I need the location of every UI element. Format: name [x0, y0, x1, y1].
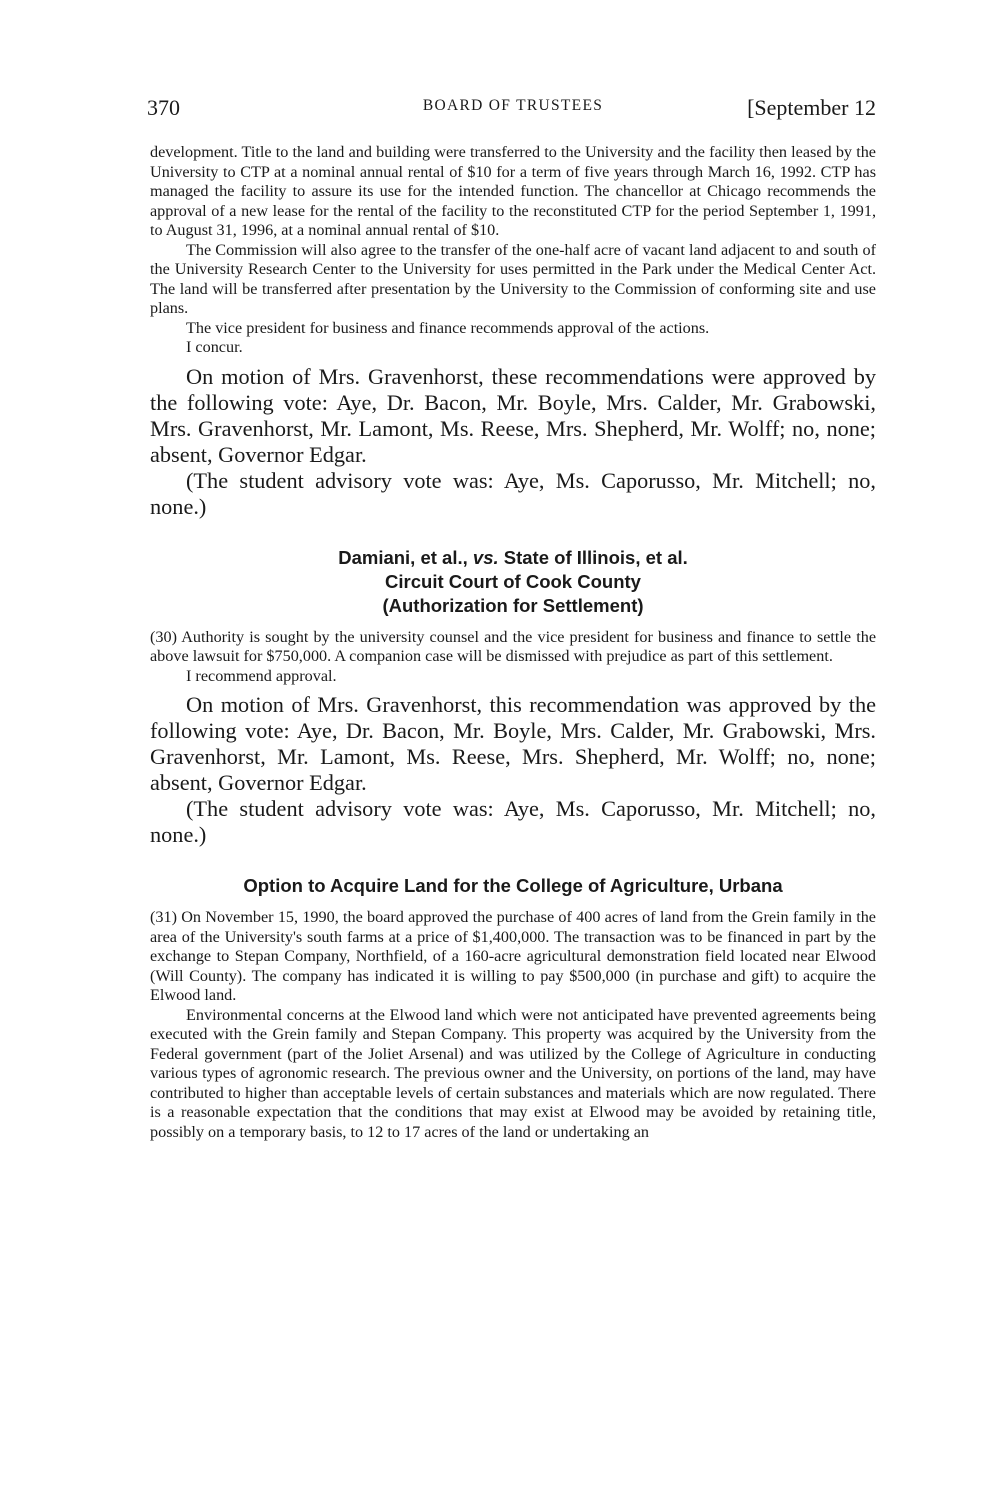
paragraph-recommend-approval: I recommend approval.: [186, 666, 337, 685]
paragraph-commission-land: The Commission will also agree to the transfer of the one-half acre of vacant land adjacent to and south of the University Research Center to the University for uses permitted in the Park under the Medical Center Act. The land will be transferred after presentation by the University to the Commission of conforming site and use plans.: [150, 240, 876, 317]
running-title: BOARD OF TRUSTEES: [422, 97, 604, 114]
header-date: [September 12: [747, 95, 876, 120]
page-number: 370: [147, 95, 180, 120]
paragraph-settlement: (30) Authority is sought by the university counsel and the vice president for business and finance to settle the above lawsuit for $750,000. A companion case will be dismissed with prejudice as part of this settlement.: [150, 627, 876, 665]
paragraph-vp-recommendation: The vice president for business and finance recommends approval of the actions.: [186, 318, 710, 337]
heading-case-versus: vs.: [472, 546, 499, 568]
section-heading-court: Circuit Court of Cook County: [385, 570, 641, 592]
heading-case-name-part-a: Damiani, et al.,: [338, 546, 473, 568]
paragraph-grein-purchase: (31) On November 15, 1990, the board approved the purchase of 400 acres of land from the Grein family in the area of the University's south farms at a price of $1,400,000. The transaction was to be financed in part by the exchange to Stepan Company, Northfield, of a 160-acre agricultural demonstration field located near Elwood (Will County). The company has indicated it is willing to pay $500,000 (in purchase and gift) to acquire the Elwood land.: [150, 908, 876, 1004]
paragraph-environmental-concerns: Environmental concerns at the Elwood land which were not anticipated have prevented agreements being executed with the Grein family and Stepan Company. This property was acquired by the University from the Federal government (part of the Joliet Arsenal) and was utilized by the College of Agriculture in conducting various types of agronomic research. The previous owner and the University, on portions of the land, may have contributed to higher than acceptable levels of certain substances and materials which are now regulated. There is a reasonable expectation that the conditions that may exist at Elwood may be avoided by retaining title, possibly on a temporary basis, to 12 to 17 acres of the land or undertaking an: [150, 1005, 876, 1141]
page-body: [150, 143, 876, 1142]
heading-case-name-part-b: State of Illinois, et al.: [498, 546, 688, 568]
vote-paragraph-2: On motion of Mrs. Gravenhorst, this recommendation was approved by the following vote: Aye, Dr. Bacon, Mr. Boyle, Mrs. Calder, Mr. Grabowski, Mrs. Gravenhorst, Mr. Lamont, Ms. Reese, Mrs. Shepherd, Mr. Wolff; no, none; absent, Governor Edgar.: [150, 692, 876, 795]
paragraph-concur: I concur.: [186, 338, 243, 356]
section-heading-damiani: [150, 546, 876, 570]
spacer: [150, 898, 876, 908]
spacer: [150, 618, 876, 628]
paragraph-ctp-lease: development. Title to the land and building were transferred to the University and the facility then leased by the University to CTP at a nominal annual rental of $10 for a term of five years through March 16, 1992. CTP has managed the facility to assure its use for the intended function. The chancellor at Chicago recommends the approval of a new lease for the rental of the facility to the reconstituted CTP for the period September 1, 1991, to August 31, 1996, at a nominal annual rental of $10.: [150, 143, 876, 239]
vote-paragraph-1: On motion of Mrs. Gravenhorst, these recommendations were approved by the following vote: Aye, Dr. Bacon, Mr. Boyle, Mrs. Calder, Mr. Grabowski, Mrs. Gravenhorst, Mr. Lamont, Ms. Reese, Mrs. Shepherd, Mr. Wolff; no, none; absent, Governor Edgar.: [150, 363, 876, 467]
section-heading-option-to-acquire: Option to Acquire Land for the College of Agriculture, Urbana: [243, 875, 783, 896]
spacer: [150, 848, 876, 874]
section-heading-authorization: (Authorization for Settlement): [382, 594, 644, 616]
student-vote-paragraph-2: (The student advisory vote was: Aye, Ms. Caporusso, Mr. Mitchell; no, none.): [150, 796, 876, 847]
spacer: [150, 520, 876, 546]
page-header: [147, 95, 876, 123]
student-vote-paragraph-1: (The student advisory vote was: Aye, Ms. Caporusso, Mr. Mitchell; no, none.): [150, 467, 876, 519]
